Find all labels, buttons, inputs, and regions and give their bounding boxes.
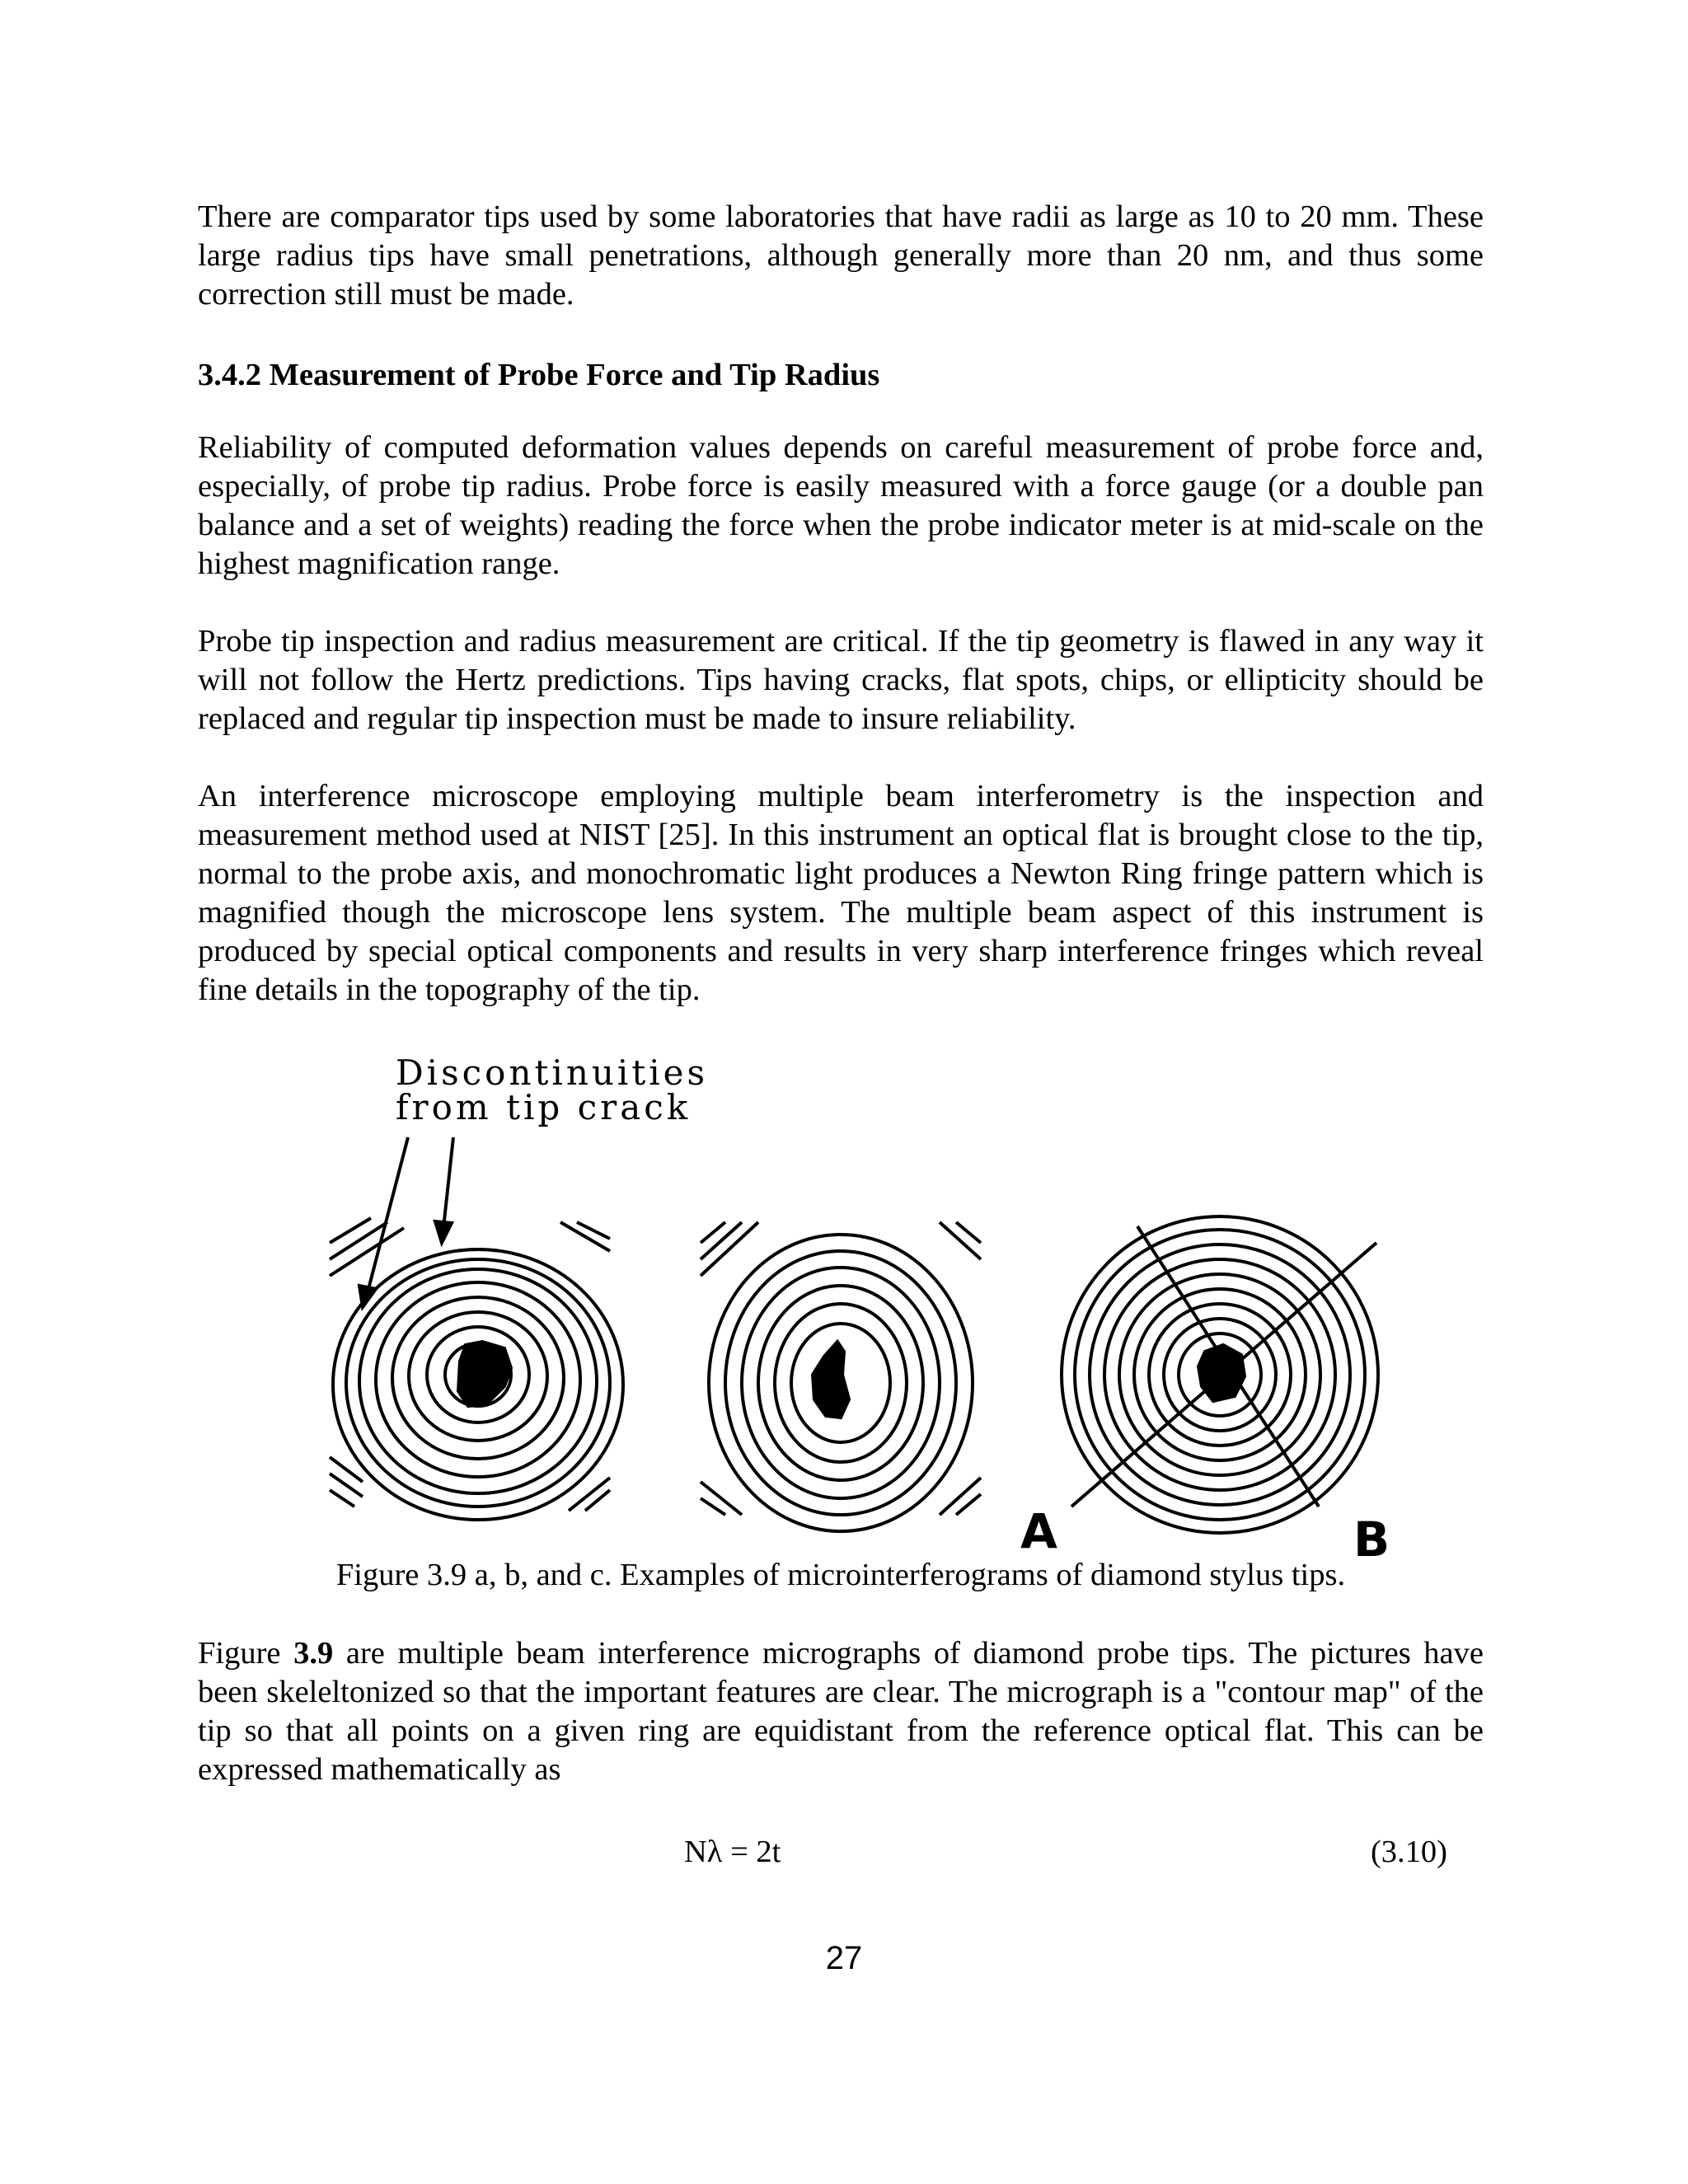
interferogram-b [701,1222,981,1531]
figure-caption: Figure 3.9 a, b, and c. Examples of microinterferograms of diamond stylus tips. [335,1558,1346,1592]
paragraph-reliability: Reliability of computed deformation values depends on careful measurement of probe force and, especially, of probe tip radius. Probe force is easily measured with a force gauge (or a double pan balance and a set of weights) reading the force when the probe indicator meter is at mid-scale on the highest magnification range. [198,430,1484,581]
paragraph-tip-inspection: Probe tip inspection and radius measurement are critical. If the tip geometry is flawed in any way it will not follow the Hertz predictions. Tips having cracks, flat spots, chips, or ellipticity should be replaced and regular tip inspection must be made to insure reliability. [198,624,1484,736]
arrow-line-2 [443,1137,453,1228]
label-a: A [1020,1503,1057,1556]
equation-number: (3.10) [1370,1835,1447,1869]
p5-start: Figure [198,1636,294,1671]
page-number: 27 [825,1940,863,1976]
annotation-line-2: from tip crack [396,1087,692,1127]
interferogram-c [1062,1216,1378,1533]
crack-arrows [359,1137,453,1307]
figure-3-9 [313,1045,1418,1556]
p5-bold-ref: 3.9 [293,1636,334,1671]
paragraph-interference-microscope: An interference microscope employing multiple beam interferometry is the inspection and measurement method used at NIST [25]. In this instrument an optical flat is brought close to the tip, normal to the probe axis, and monochromatic light produces a Newton Ring fringe pattern which is magnified though the microscope lens system. The multiple beam aspect of this instrument is produced by special optical components and results in very sharp interference fringes which reveal fine details in the topography of the tip. [198,779,1484,1007]
paragraph-figure-description [198,1634,1484,1789]
annotation-line-1: Discontinuities [396,1052,709,1093]
equation-expression: Nλ = 2t [684,1835,781,1869]
section-heading: 3.4.2 Measurement of Probe Force and Tip Radius [198,358,880,392]
microinterferogram-figure [313,1045,1418,1556]
arrow-head-2 [435,1221,452,1243]
p5-rest: are multiple beam interference micrographs of diamond probe tips. The pictures have been skeleltonized so that the important features are clear. The micrograph is a "contour map" of the tip so that all points on a given ring are equidistant from the reference optical flat. This can be expressed mathematically as [198,1636,1484,1787]
paragraph-comparator-tips: There are comparator tips used by some laboratories that have radii as large as 10 to 20 mm. These large radius tips have small penetrations, although generally more than 20 nm, and thus some correction still must be made. [198,199,1484,312]
label-b: B [1353,1511,1390,1556]
